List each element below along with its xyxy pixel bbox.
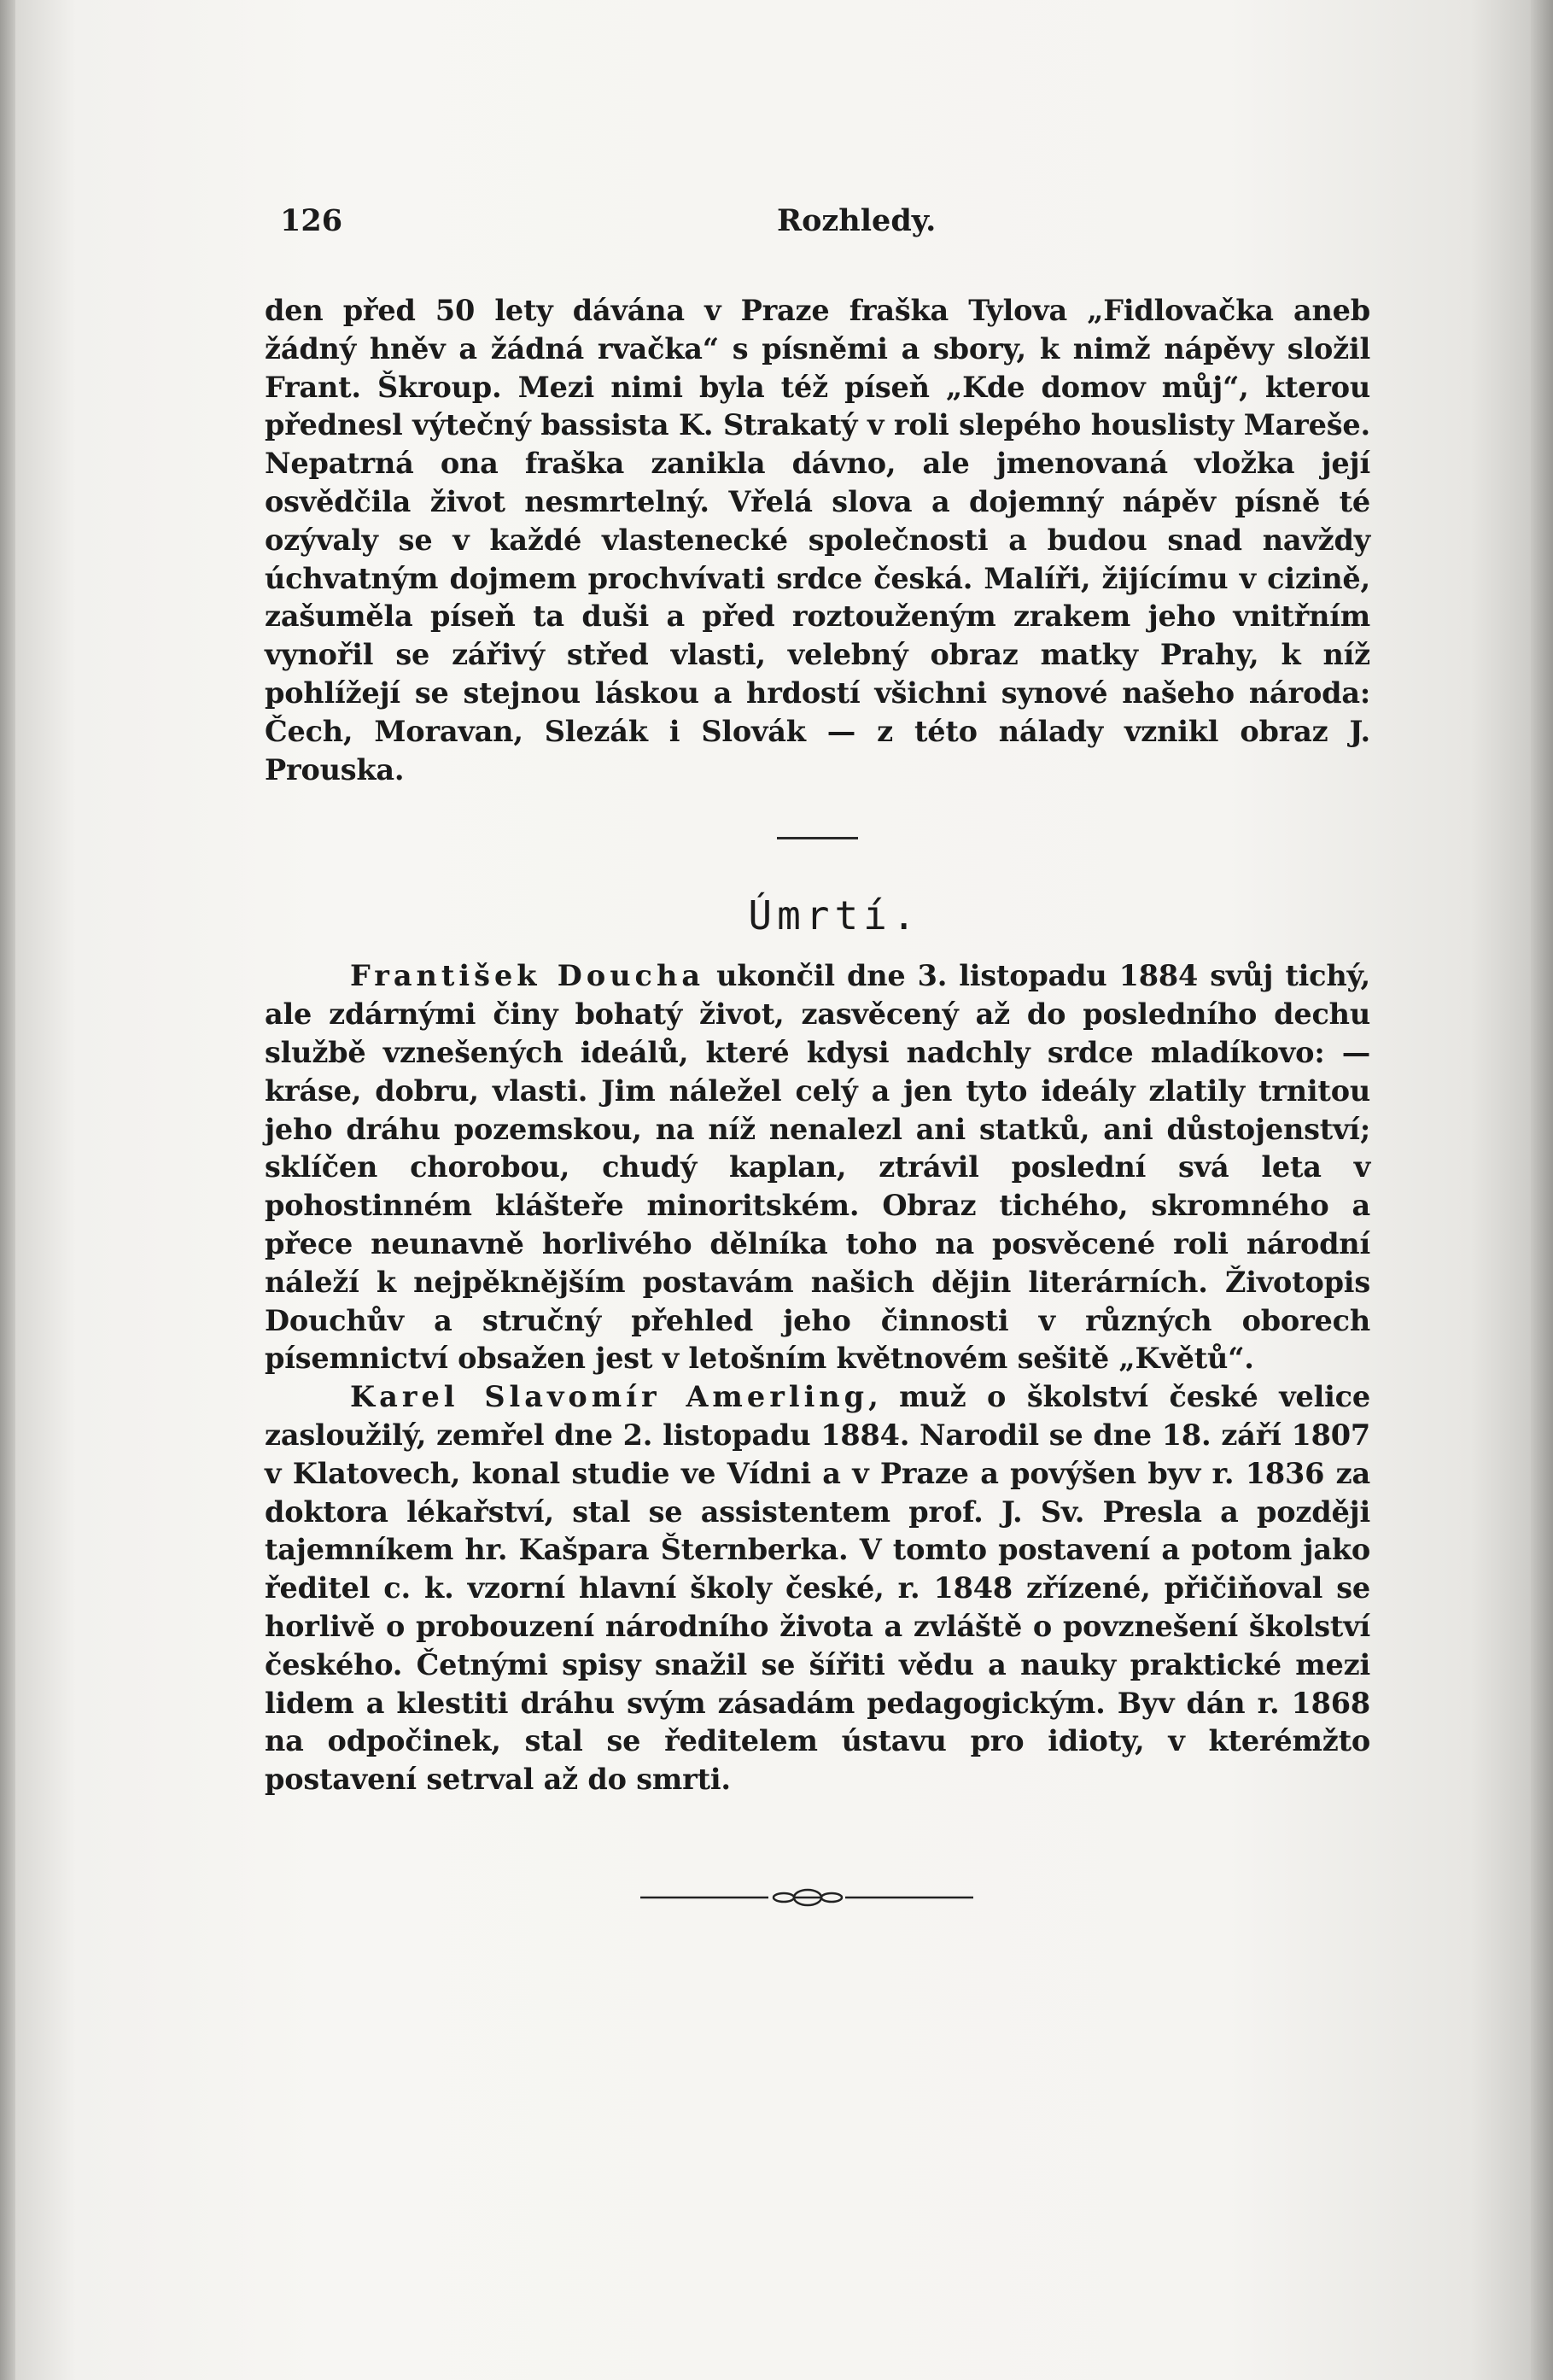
section-divider <box>777 837 858 839</box>
obituary-doucha <box>265 957 1370 1378</box>
obituary-name-doucha: František Doucha <box>350 959 705 993</box>
page-content <box>265 196 1370 1914</box>
running-title: Rozhledy. <box>777 203 937 238</box>
end-ornament-icon <box>640 1885 973 1910</box>
obituary-text-amerling: , muž o školství české velice zasloužilý, zemřel dne 2. listopadu 1884. Narodil se dne 18. září 1807 v Klatovech, konal studie ve Vídni a v Praze a povýšen byv r. 1836 za doktora lékařství, stal se assistentem prof. J. Sv. Presla a později tajemníkem hr. Kašpara Šternberka. V tomto postavení a potom jako ředitel c. k. vzorní hlavní školy české, r. 1848 zřízené, přičiňoval se horlivě o probouzení národního života a zvláště o povznešení školství českého. Četnými spisy snažil se šířiti vědu a nauky praktické mezi lidem a klestiti dráhu svým zásadám pedagogickým. Byv dán r. 1868 na odpočinek, stal se ředitelem ústavu pro idioty, v kterémžto postavení setrval až do smrti. <box>265 1380 1370 1797</box>
obituary-amerling <box>265 1378 1370 1799</box>
section-title: Úmrtí. <box>748 892 921 939</box>
page-number: 126 <box>280 203 343 238</box>
article-paragraph: den před 50 lety dávána v Praze fraška Tylova „Fidlovačka aneb žádný hněv a žádná rvačka“ s písněmi a sbory, k nimž nápěvy složil Frant. Škroup. Mezi nimi byla též píseň „Kde domov můj“, kterou přednesl výtečný bassista K. Strakatý v roli slepého houslisty Mareše. Nepatrná ona fraška zanikla dávno, ale jmenovaná vložka její osvědčila život nesmrtelný. Vřelá slova a dojemný nápěv písně té ozývaly se v každé vlastenecké společnosti a budou snad navždy úchvatným dojmem prochvívati srdce česká. Malíři, žijícímu v cizině, zašuměla píseň ta duši a před roztouženým zrakem jeho vnitřním vynořil se zářivý střed vlasti, velebný obraz matky Prahy, k níž pohlížejí se stejnou láskou a hrdostí všichni synové našeho národa: Čech, Moravan, Slezák i Slovák — z této nálady vznikl obraz J. Prouska. <box>265 294 1370 787</box>
obituary-name-amerling: Karel Slavomír Amerling <box>350 1380 869 1414</box>
scan-edge-right <box>1531 0 1553 2380</box>
scan-edge-left <box>0 0 15 2380</box>
page-header <box>265 196 1370 239</box>
obituary-text-doucha: ukončil dne 3. listopadu 1884 svůj tichý, ale zdárnými činy bohatý život, zasvěcený až do posledního dechu službě vznešených ideálů, které kdysi nadchly srdce mladíkovo: — kráse, dobru, vlasti. Jim náležel celý a jen tyto ideály zlatily trnitou jeho dráhu pozemskou, na níž nenalezl ani statků, ani důstojenství; sklíčen chorobou, chudý kaplan, ztrávil poslední svá leta v pohostinném klášteře minoritském. Obraz tichého, skromného a přece neunavně horlivého dělníka toho na posvěcené roli národní náleží k nejpěknějším postavám našich dějin literárních. Životopis Douchův a stručný přehled jeho činnosti v různých oborech písemnictví obsažen jest v letošním květnovém sešitě „Květů“. <box>265 959 1370 1376</box>
